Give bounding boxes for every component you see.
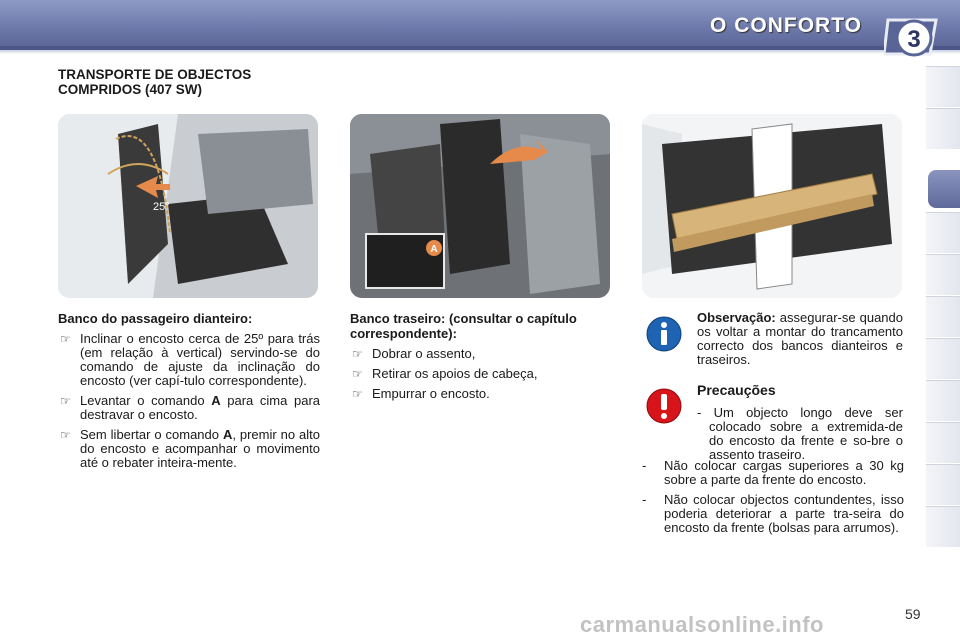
precautions-title: Precauções: [697, 382, 776, 398]
chapter-number-badge: [884, 16, 942, 58]
precautions-list: [642, 459, 904, 541]
list-item: ☞ Levantar o comando A para cima para destravar o encosto.: [60, 393, 321, 422]
pointing-hand-icon: ☞: [60, 332, 71, 346]
photo-front-seat: [58, 114, 318, 298]
chapter-number: 3: [907, 26, 921, 53]
precautions-first: - Um objecto longo deve ser colocado sobre a extremida-de do encosto da frente e so-bre o assento traseiro.: [697, 405, 903, 462]
section-title: TRANSPORTE DE OBJECTOS COMPRIDOS (407 SW): [58, 67, 252, 97]
list-item: ☞ Sem libertar o comando A, premir no alto do encosto e acompanhar o movimento até o rebater inteira-mente.: [60, 427, 321, 470]
chapter-tab[interactable]: [926, 66, 960, 107]
pointing-hand-icon: ☞: [352, 367, 363, 381]
chapter-tab[interactable]: [926, 380, 960, 421]
chapter-tab[interactable]: [926, 254, 960, 295]
photo-long-objects: [642, 114, 902, 298]
pointing-hand-icon: ☞: [352, 387, 363, 401]
chapter-tab[interactable]: [926, 464, 960, 505]
front-seat-section: [58, 311, 320, 476]
list-item: - Não colocar objectos contundentes, isso poderia deteriorar a parte tra-seira do encosto da frente (bolsas para arrumos).: [642, 492, 904, 535]
list-item: ☞ Retirar os apoios de cabeça,: [352, 366, 538, 381]
rear-seat-heading: Banco traseiro: (consultar o capítulo correspondente):: [350, 311, 577, 341]
rear-seat-section: [350, 311, 590, 407]
chapter-tab[interactable]: [926, 506, 960, 547]
photo-rear-seat: [350, 114, 610, 298]
list-item: ☞ Inclinar o encosto cerca de 25º para trás (em relação à vertical) servindo-se do comando de ajuste da inclinação do encosto (ver capí-tulo correspondente).: [60, 331, 320, 388]
header-shine: [0, 50, 960, 54]
front-seat-heading: Banco do passageiro dianteiro:: [58, 311, 253, 326]
page-number: 59: [905, 606, 921, 622]
chapter-tab-active[interactable]: [928, 170, 960, 208]
chapter-tab[interactable]: [926, 338, 960, 379]
chapter-tabs: [926, 66, 960, 578]
chapter-tab[interactable]: [926, 422, 960, 463]
pointing-hand-icon: ☞: [352, 347, 363, 361]
chapter-tab[interactable]: [926, 296, 960, 337]
warning-icon: [646, 388, 682, 424]
watermark: carmanualsonline.info: [580, 612, 824, 637]
list-item: ☞ Dobrar o assento,: [352, 346, 476, 361]
pointing-hand-icon: ☞: [60, 428, 71, 442]
chapter-title: O CONFORTO: [710, 14, 862, 37]
observation-text: assegurar-se quando os voltar a montar do trancamento correcto dos bancos dianteiros e traseiros.: [697, 310, 903, 367]
observation-label: Observação:: [697, 310, 776, 325]
list-item: ☞ Empurrar o encosto.: [352, 386, 490, 401]
chapter-tab[interactable]: [926, 212, 960, 253]
list-item: - Não colocar cargas superiores a 30 kg sobre a parte da frente do encosto.: [642, 458, 904, 487]
chapter-tab[interactable]: [926, 108, 960, 149]
info-icon: [646, 316, 682, 352]
pointing-hand-icon: ☞: [60, 394, 71, 408]
observation-note: [697, 311, 903, 367]
control-label: A: [430, 244, 438, 255]
seat-angle-label: 25°: [153, 201, 170, 213]
